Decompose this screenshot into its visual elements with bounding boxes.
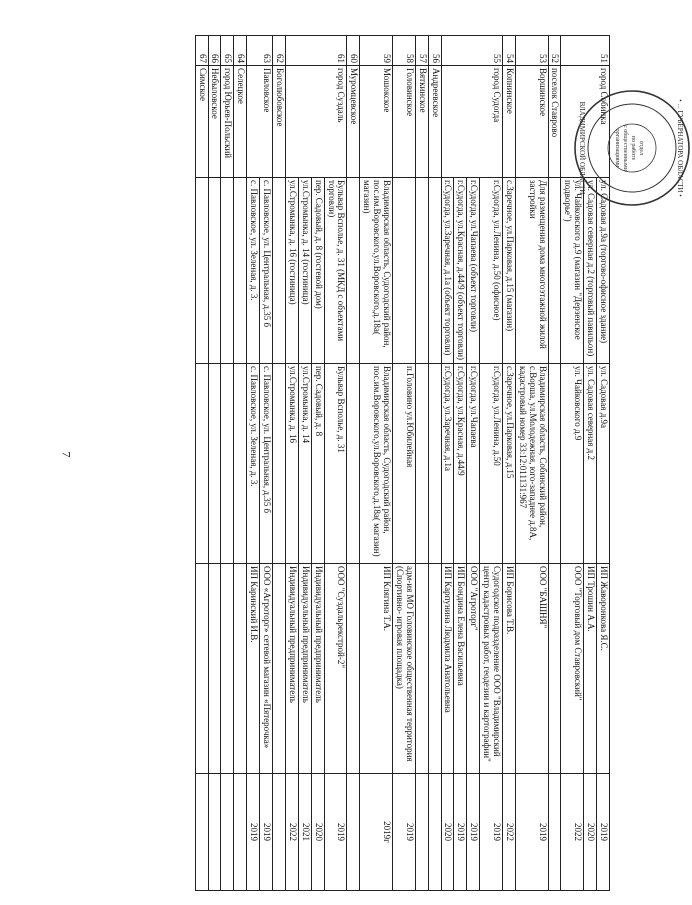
table-row [260, 36, 273, 891]
object-owner: ИП Каринский И.В. [247, 564, 260, 774]
municipality-name: Боголюбовское [273, 66, 286, 178]
object-address: пер. Садовый, д. 8 [311, 364, 324, 564]
object-description [428, 178, 441, 364]
object-description [548, 178, 561, 364]
table-row [234, 36, 247, 891]
page-number: 7 [59, 451, 74, 458]
objects-table [195, 35, 610, 891]
table-row [502, 36, 515, 891]
object-owner: ООО «Агроторг» сетевой магазин «Пятерочка» [260, 564, 273, 774]
municipality-name: поселок Ставрово [548, 66, 561, 178]
completion-year: 2019г [360, 774, 393, 891]
municipality-name: Селецкое [234, 66, 247, 178]
object-address: п.Головино ул.Юбилейная [392, 364, 415, 564]
object-description: г.Судогда, ул.Красная, д.44/9 (объект торговли) [454, 178, 467, 364]
municipality-name: Павловское [247, 66, 273, 178]
object-address [195, 364, 208, 564]
completion-year: 2022 [561, 774, 584, 891]
municipality-name: город Суздаль [285, 66, 346, 178]
completion-year: 2022 [285, 774, 298, 891]
object-address: ул.Стромынка, д. 14 [298, 364, 311, 564]
object-address [221, 364, 234, 564]
object-address [347, 364, 360, 564]
object-owner: ИП Трошин А.А. [584, 564, 597, 774]
row-number: 60 [347, 36, 360, 66]
object-description: г.Судогда, ул.Заречная, д.1а (объект торговли) [441, 178, 454, 364]
object-description [195, 178, 208, 364]
object-owner [273, 564, 286, 774]
table-row [360, 36, 393, 891]
object-description [234, 178, 247, 364]
row-number: 55 [441, 36, 502, 66]
completion-year: 2019 [247, 774, 260, 891]
object-description: ул.Стромынка, д. 16 (гостиница) [285, 178, 298, 364]
rotated-table-wrapper [90, 35, 610, 890]
row-number: 67 [195, 36, 208, 66]
completion-year: 2019 [392, 774, 415, 891]
object-description [392, 178, 415, 364]
completion-year [234, 774, 247, 891]
object-owner: ИП Бондина Елена Васильевна [454, 564, 467, 774]
object-address [208, 364, 221, 564]
row-number: 52 [548, 36, 561, 66]
municipality-name: город Юрьев-Польский [221, 66, 234, 178]
row-number: 54 [502, 36, 515, 66]
municipality-name: Мошокское [360, 66, 393, 178]
row-number: 58 [392, 36, 415, 66]
completion-year: 2020 [441, 774, 454, 891]
completion-year: 2022 [502, 774, 515, 891]
object-address: г.Судогда, ул.Заречная, д.1а [441, 364, 454, 564]
table-row [324, 36, 347, 891]
object-description [415, 178, 428, 364]
object-owner: Индивидуальный предприниматель [298, 564, 311, 774]
row-number: 59 [360, 36, 393, 66]
table-row [195, 36, 208, 891]
object-owner [347, 564, 360, 774]
object-address: Бульвар Всполье, д. 31 [324, 364, 347, 564]
object-owner [548, 564, 561, 774]
object-description [221, 178, 234, 364]
object-description: г.Судогда, ул.Чапаева (объект торговли) [467, 178, 480, 364]
svg-text:по работе: по работе [630, 135, 636, 161]
object-owner [415, 564, 428, 774]
object-address: ул. Садовая д.9а [597, 364, 610, 564]
svg-text:отдел: отдел [638, 140, 644, 156]
municipality-name: Андреевское [428, 66, 441, 178]
table-row [415, 36, 428, 891]
table-row [428, 36, 441, 891]
completion-year [428, 774, 441, 891]
object-owner: ООО "Суздальрекстрой-2" [324, 564, 347, 774]
row-number: 57 [415, 36, 428, 66]
object-address [548, 364, 561, 564]
completion-year: 2020 [584, 774, 597, 891]
completion-year [273, 774, 286, 891]
object-description: г.Судогда, ул.Ленина, д.50 (офисное) [480, 178, 503, 364]
row-number: 62 [273, 36, 286, 66]
completion-year: 2019 [467, 774, 480, 891]
object-description [273, 178, 286, 364]
object-description [208, 178, 221, 364]
completion-year [347, 774, 360, 891]
row-number: 65 [221, 36, 234, 66]
object-description: Для размещения дома многоэтажной жилой застройки [515, 178, 548, 364]
completion-year: 2019 [260, 774, 273, 891]
object-description: пер. Садовый, д. 8 (гостевой дом) [311, 178, 324, 364]
row-number: 56 [428, 36, 441, 66]
table-row [515, 36, 548, 891]
object-owner: ООО "Торговый дом Ставровский" [561, 564, 584, 774]
completion-year: 2021 [298, 774, 311, 891]
table-row [347, 36, 360, 891]
object-owner [208, 564, 221, 774]
object-address: г.Судогда, ул.Ленина, д.50 [480, 364, 503, 564]
row-number: 66 [208, 36, 221, 66]
object-owner: ИП Борисова Т.В. [502, 564, 515, 774]
completion-year [208, 774, 221, 891]
table-row [392, 36, 415, 891]
row-number: 63 [247, 36, 273, 66]
svg-text:ВЛАДИМИРСКОЙ ОБЛАСТИ: ВЛАДИМИРСКОЙ ОБЛАСТИ [578, 101, 586, 195]
completion-year: 2019 [480, 774, 503, 891]
municipality-name: город Собинка [561, 66, 610, 178]
completion-year [221, 774, 234, 891]
object-owner: Судогодское подразделение ООО "Владимирский центр кадастровых работ, геодезии и картографии" [480, 564, 503, 774]
row-number: 53 [515, 36, 548, 66]
completion-year [548, 774, 561, 891]
object-description: ул.Стромынка, д. 14 (гостиница) [298, 178, 311, 364]
municipality-name: Воршинское [515, 66, 548, 178]
object-description: Владимирская область, Судогодский район, пос.им.Воровского,ул.Воровского,д.18а( магазин) [360, 178, 393, 364]
table-row [273, 36, 286, 891]
object-address [234, 364, 247, 564]
object-owner: ООО "Агроторг" [467, 564, 480, 774]
municipality-name: Муромцевское [347, 66, 360, 178]
object-address [428, 364, 441, 564]
object-owner: Индивидуальный предприниматель [311, 564, 324, 774]
row-number: 64 [234, 36, 247, 66]
completion-year [195, 774, 208, 891]
object-description: ул. Садовая д.9а (торгово-офисное здание) [597, 178, 610, 364]
object-address: с.Заречное, ул.Парковая, д.15 [502, 364, 515, 564]
object-address [415, 364, 428, 564]
municipality-name: Головинское [392, 66, 415, 178]
svg-text:с общественными: с общественными [622, 125, 628, 171]
completion-year: 2019 [454, 774, 467, 891]
municipality-name: город Судогда [441, 66, 502, 178]
object-address: Владимирская область, Собинский район, с.Ворша, ул.Молодежная, юго-западнее д.8А, кадастровый номер 33:12:011131:967 [515, 364, 548, 564]
municipality-name: Вяткинское [415, 66, 428, 178]
table-row [208, 36, 221, 891]
object-address: г.Судогда, ул.Чапаева [467, 364, 480, 564]
table-row [221, 36, 234, 891]
object-description: с. Павловское, ул. Зеленая, д. 3. [247, 178, 260, 364]
completion-year [415, 774, 428, 891]
completion-year: 2020 [311, 774, 324, 891]
municipality-name: Небыловское [208, 66, 221, 178]
object-owner: ИП Карпунина Людмила Анатольевна [441, 564, 454, 774]
row-number: 51 [561, 36, 610, 66]
object-description [347, 178, 360, 364]
object-description: с. Павловское, ул. Центральная, д.35 б [260, 178, 273, 364]
table-body [195, 36, 609, 891]
object-address: Владимирская область, Судогодский район, пос.им.Воровского,ул.Воровского,д.18а( магазин) [360, 364, 393, 564]
completion-year: 2019 [324, 774, 347, 891]
object-owner [221, 564, 234, 774]
object-address: ул. Чайковского д.9 [561, 364, 584, 564]
object-owner [195, 564, 208, 774]
object-address: г.Судогда, ул.Красная, д.44/9 [454, 364, 467, 564]
object-description: с.Заречное, ул.Парковая, д.15 (магазин) [502, 178, 515, 364]
svg-text:организациями: организациями [614, 128, 620, 168]
table-row [480, 36, 503, 891]
object-address: с. Павловское, ул. Зеленая, д. 3. [247, 364, 260, 564]
object-owner [428, 564, 441, 774]
svg-text:• ... ГУБЕРНАТОРА ОБЛАСТИ •: • ... ГУБЕРНАТОРА ОБЛАСТИ • [676, 99, 684, 197]
official-stamp [572, 88, 692, 208]
document-page [90, 0, 684, 905]
object-owner: ООО "БАШНЯ" [515, 564, 548, 774]
object-address: с. Павловское, ул. Центральная, д.35 б [260, 364, 273, 564]
object-owner: адм-ия МО Головинское общественная территория (Спортивно- игровая площадка) [392, 564, 415, 774]
municipality-name: Симское [195, 66, 208, 178]
municipality-name: Копнинское [502, 66, 515, 178]
object-description: ул. Чайковского д.9 (магазин "Дерзенское подворье") [561, 178, 584, 364]
completion-year: 2019 [515, 774, 548, 891]
object-description: ул. Садовая северная д.2 (торговый павильон) [584, 178, 597, 364]
object-owner: Индивидуальный предприниматель [285, 564, 298, 774]
object-address: ул. Садовая северная д.2 [584, 364, 597, 564]
table-row [548, 36, 561, 891]
object-description: Бульвар Всполье, д. 31 (МКД с объектами торговли) [324, 178, 347, 364]
object-address: ул.Стромынка, д. 16 [285, 364, 298, 564]
object-owner [234, 564, 247, 774]
row-number: 61 [285, 36, 346, 66]
object-address [273, 364, 286, 564]
object-owner: ИП Клягина Т.А. [360, 564, 393, 774]
completion-year: 2019 [597, 774, 610, 891]
object-owner: ИП Жаворонкова Я.С. [597, 564, 610, 774]
